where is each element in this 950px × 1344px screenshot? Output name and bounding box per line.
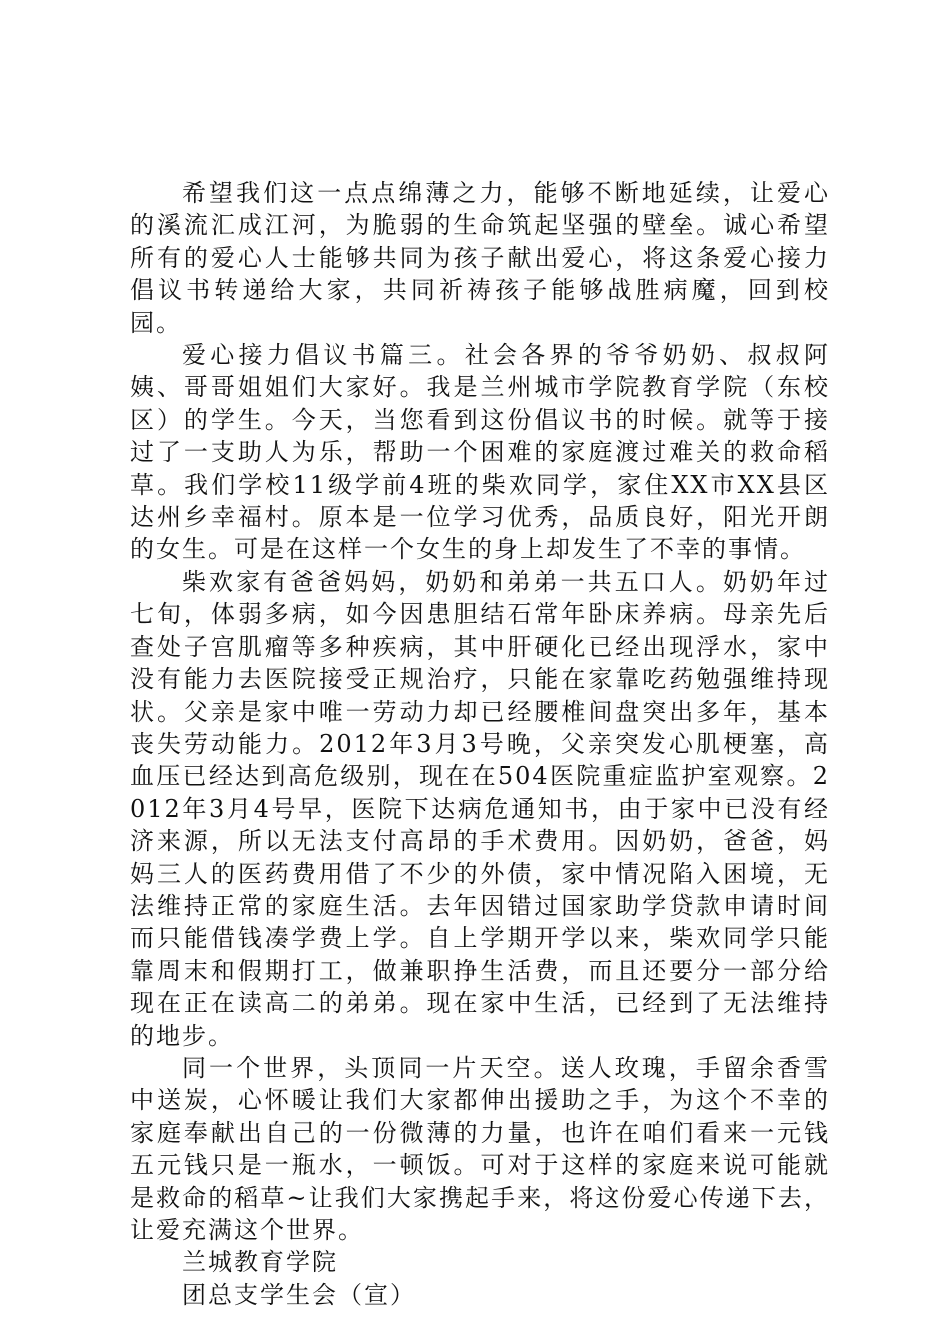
signature-department: 团总支学生会（宣） (182, 1280, 416, 1309)
paragraph-4: 同一个世界，头顶同一片天空。送人玫瑰，手留余香雪中送炭，心怀暖让我们大家都伸出援助之手，为这个不幸的家庭奉献出自己的一份微薄的力量，也许在咱们看来一元钱五元钱只是一瓶水，一顿饭。可对于这样的家庭来说可能就是救命的稻草~让我们大家携起手来，将这份爱心传递下去，让爱充满这个世界。 (130, 1053, 830, 1244)
signature-organization: 兰城教育学院 (182, 1248, 338, 1277)
paragraph-2: 爱心接力倡议书篇三。社会各界的爷爷奶奶、叔叔阿姨、哥哥姐姐们大家好。我是兰州城市学院教育学院（东校区）的学生。今天，当您看到这份倡议书的时候。就等于接过了一支助人为乐，帮助一个困难的家庭渡过难关的救命稻草。我们学校11级学前4班的柴欢同学，家住XX市XX县区达州乡幸福村。原本是一位学习优秀，品质良好，阳光开朗的女生。可是在这样一个女生的身上却发生了不幸的事情。 (130, 341, 830, 564)
paragraph-3: 柴欢家有爸爸妈妈，奶奶和弟弟一共五口人。奶奶年过七旬，体弱多病，如今因患胆结石常年卧床养病。母亲先后查处子宫肌瘤等多种疾病，其中肝硬化已经出现浮水，家中没有能力去医院接受正规治疗，只能在家靠吃药勉强维持现状。父亲是家中唯一劳动力却已经腰椎间盘突出多年，基本丧失劳动能力。2012年3月3号晚，父亲突发心肌梗塞，高血压已经达到高危级别，现在在504医院重症监护室观察。2012年3月4号早，医院下达病危通知书，由于家中已没有经济来源，所以无法支付高昂的手术费用。因奶奶，爸爸，妈妈三人的医药费用借了不少的外债，家中情况陷入困境，无法维持正常的家庭生活。去年因错过国家助学贷款申请时间而只能借钱凑学费上学。自上学期开学以来，柴欢同学只能靠周末和假期打工，做兼职挣生活费，而且还要分一部分给现在正在读高二的弟弟。现在家中生活，已经到了无法维持的地步。 (130, 567, 830, 1050)
paragraph-1: 希望我们这一点点绵薄之力，能够不断地延续，让爱心的溪流汇成江河，为脆弱的生命筑起坚强的壁垒。诚心希望所有的爱心人士能够共同为孩子献出爱心，将这条爱心接力倡议书转递给大家，共同祈祷孩子能够战胜病魔，回到校园。 (130, 179, 830, 337)
document-body (130, 177, 830, 1311)
